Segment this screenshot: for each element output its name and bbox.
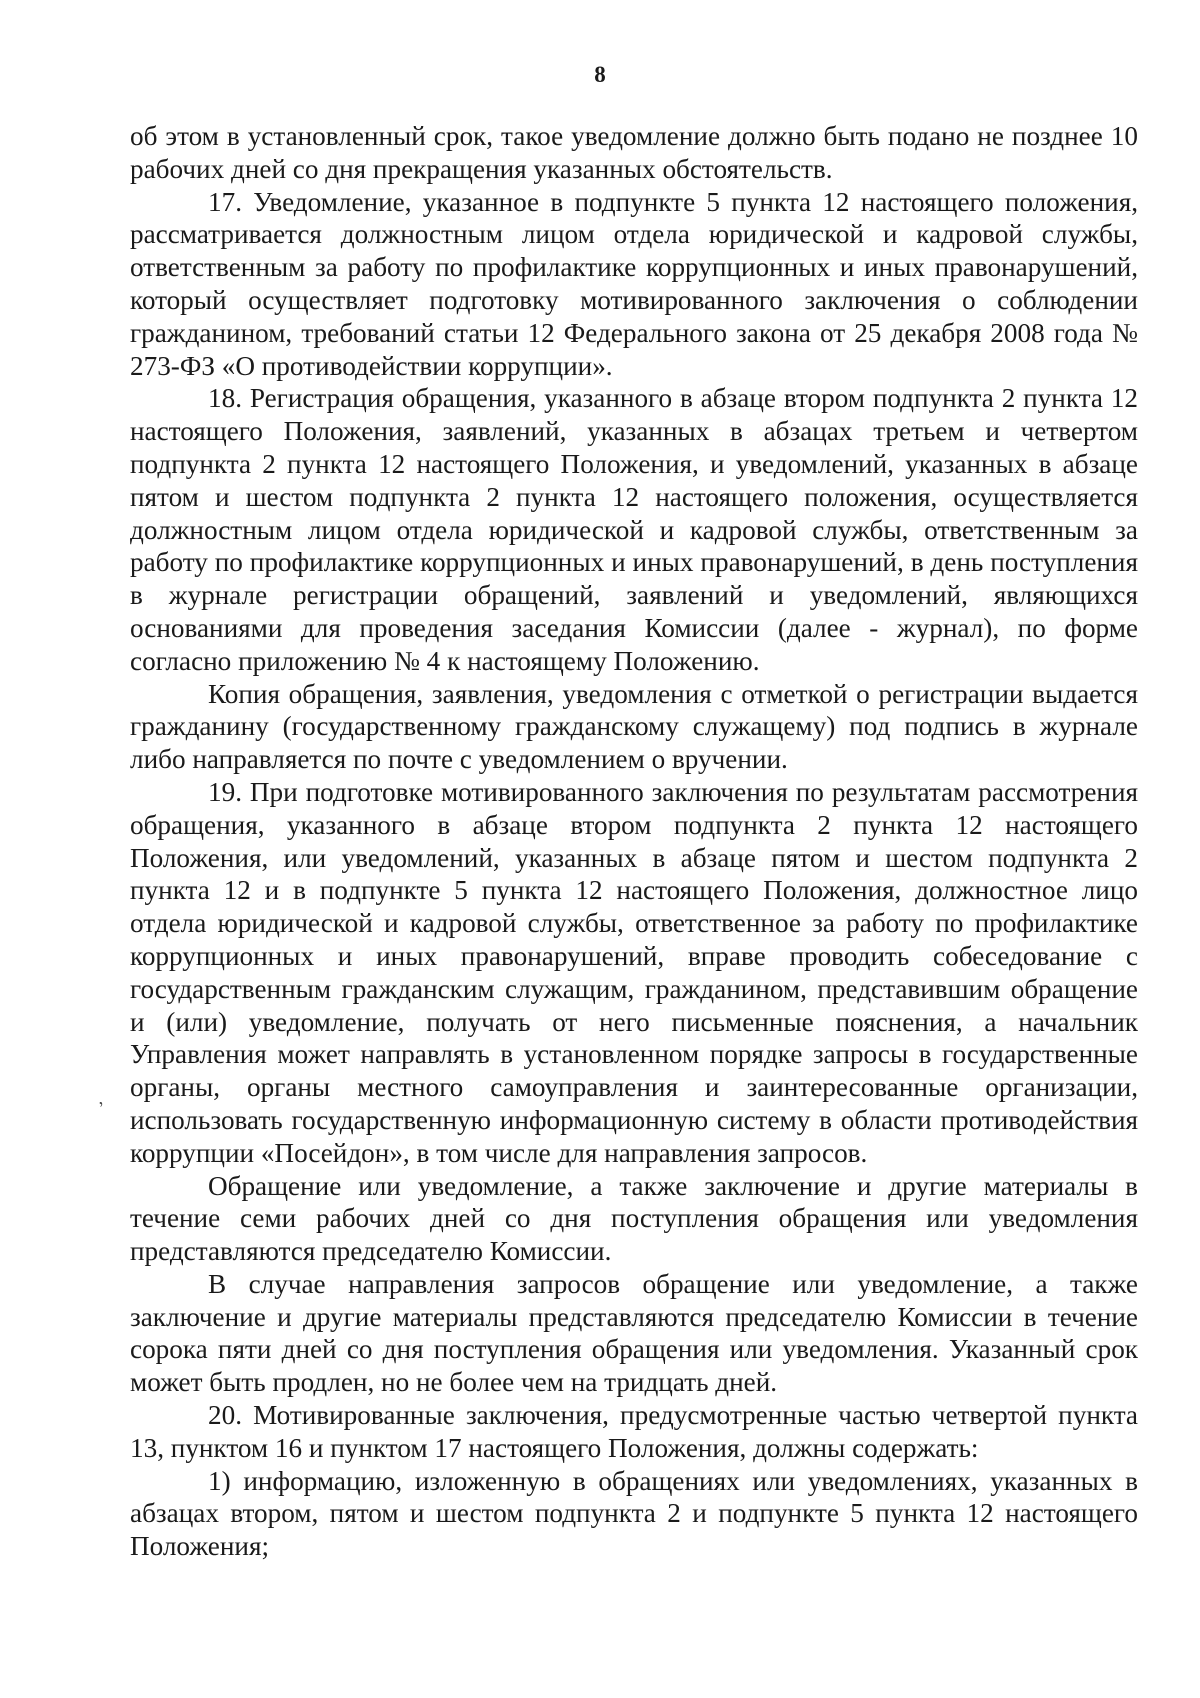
document-body [130, 120, 1138, 1563]
paragraph-submission-term: Обращение или уведомление, а также заключение и другие материалы в течение семи рабочих дней со дня поступления обращения или уведомления представляются председателю Комиссии. [130, 1170, 1138, 1267]
paragraph-copy-notice: Копия обращения, заявления, уведомления с отметкой о регистрации выдается гражданину (государственному гражданскому служащему) под подпись в журнале либо направляется по почте с уведомлением о вручении. [130, 678, 1138, 775]
paragraph-item-19: 19. При подготовке мотивированного заключения по результатам рассмотрения обращения, указанного в абзаце втором подпункта 2 пункта 12 настоящего Положения, или уведомлений, указанных в абзаце пятом и шестом подпункта 2 пункта 12 и в подпункте 5 пункта 12 настоящего Положения, должностное лицо отдела юридической и кадровой службы, ответственное за работу по профилактике коррупционных и иных правонарушений, вправе проводить собеседование с государственным гражданским служащим, гражданином, представившим обращение и (или) уведомление, получать от него письменные пояснения, а начальник Управления может направлять в установленном порядке запросы в государственные органы, органы местного самоуправления и заинтересованные организации, использовать государственную информационную систему в области противодействия коррупции «Посейдон», в том числе для направления запросов. [130, 776, 1138, 1168]
paragraph-request-term: В случае направления запросов обращение или уведомление, а также заключение и другие материалы представляются председателю Комиссии в течение сорока пяти дней со дня поступления обращения или уведомления. Указанный срок может быть продлен, но не более чем на тридцать дней. [130, 1268, 1138, 1398]
paragraph-subitem-1: 1) информацию, изложенную в обращениях или уведомлениях, указанных в абзацах втором, пятом и шестом подпункта 2 и подпункте 5 пункта 12 настоящего Положения; [130, 1465, 1138, 1562]
paragraph-item-18: 18. Регистрация обращения, указанного в абзаце втором подпункта 2 пункта 12 настоящего Положения, заявлений, указанных в абзацах третьем и четвертом подпункта 2 пункта 12 настоящего Положения, и уведомлений, указанных в абзаце пятом и шестом подпункта 2 пункта 12 настоящего положения, осуществляется должностным лицом отдела юридической и кадровой службы, ответственным за работу по профилактике коррупционных и иных правонарушений, в день поступления в журнале регистрации обращений, заявлений и уведомлений, являющихся основаниями для проведения заседания Комиссии (далее - журнал), по форме согласно приложению № 4 к настоящему Положению. [130, 383, 1138, 676]
paragraph-continuation: об этом в установленный срок, такое уведомление должно быть подано не позднее 10 рабочих дней со дня прекращения указанных обстоятельств. [130, 121, 1138, 184]
paragraph-item-20: 20. Мотивированные заключения, предусмотренные частью четвертой пункта 13, пунктом 16 и пунктом 17 настоящего Положения, должны содержать: [130, 1400, 1138, 1463]
scan-mark: , [93, 1087, 105, 1109]
page-number: 8 [594, 62, 606, 87]
paragraph-item-17: 17. Уведомление, указанное в подпункте 5 пункта 12 настоящего положения, рассматривается должностным лицом отдела юридической и кадровой службы, ответственным за работу по профилактике коррупционных и иных правонарушений, который осуществляет подготовку мотивированного заключения о соблюдении гражданином, требований статьи 12 Федерального закона от 25 декабря 2008 года № 273-ФЗ «О противодействии коррупции». [130, 186, 1138, 381]
